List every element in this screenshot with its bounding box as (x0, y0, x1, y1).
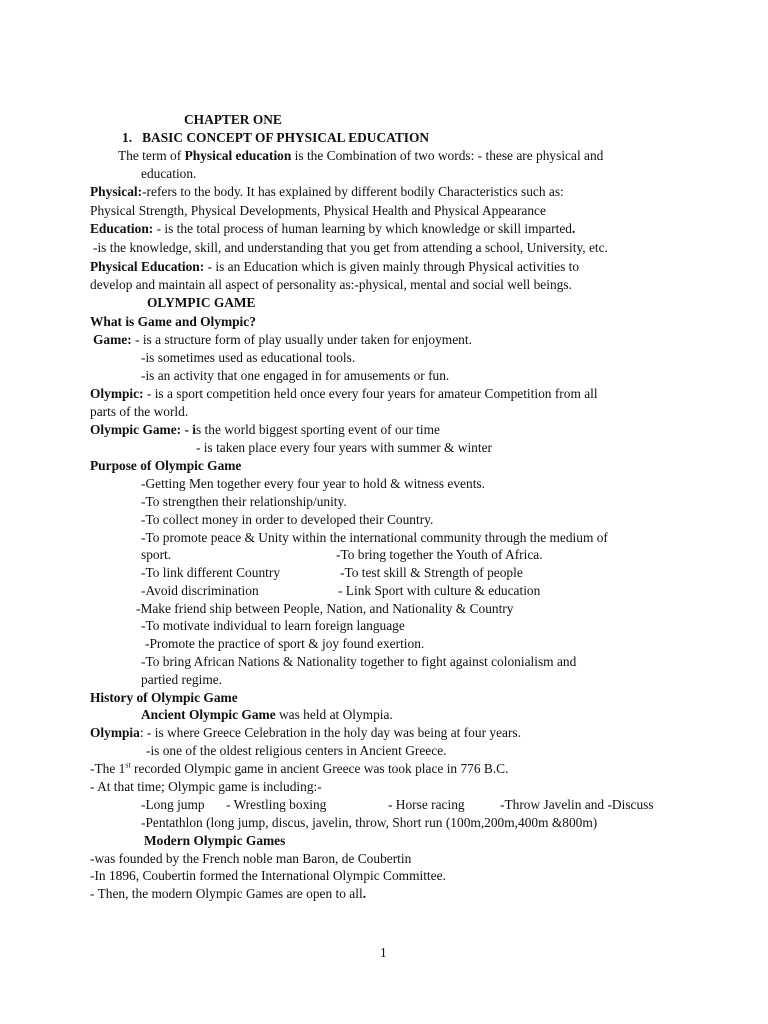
ancient-olympic-text: was held at Olympia. (275, 707, 393, 722)
section-title: BASIC CONCEPT OF PHYSICAL EDUCATION (142, 130, 430, 145)
purpose-item: - Link Sport with culture & education (338, 583, 541, 598)
olympic-definition-2: parts of the world. (90, 404, 189, 419)
modern-line: -was founded by the French noble man Baron, de Coubertin (90, 851, 412, 866)
modern-line-text: - Then, the modern Olympic Games are open to all (90, 886, 363, 901)
game-def-text: - is a structure form of play usually under taken for enjoyment. (131, 332, 472, 347)
ancient-sport-item: -Long jump (141, 797, 205, 812)
olympic-question: What is Game and Olympic? (90, 314, 256, 329)
chapter-heading: CHAPTER ONE (184, 112, 282, 127)
modern-line (90, 885, 366, 902)
education-end: . (571, 221, 576, 236)
purpose-heading: Purpose of Olympic Game (90, 458, 242, 473)
modern-line-end: . (362, 886, 367, 901)
physical-definition (90, 183, 564, 200)
purpose-item: -Make friend ship between People, Nation, and Nationality & Country (136, 601, 514, 616)
purpose-item: -To promote peace & Unity within the international community through the medium of (141, 530, 608, 545)
olympic-game-term: Olympic Game: (90, 422, 182, 437)
olympia-term: Olympia (90, 725, 140, 740)
game-definition-2: -is sometimes used as educational tools. (141, 350, 356, 365)
olympic-def-text: - is a sport competition held once every four years for amateur Competition from all (143, 386, 598, 401)
purpose-item: -To bring together the Youth of Africa. (336, 547, 543, 562)
olympia-definition-2: -is one of the oldest religious centers in Ancient Greece. (146, 743, 447, 758)
purpose-item: -Getting Men together every four year to hold & witness events. (141, 476, 485, 491)
modern-heading: Modern Olympic Games (144, 833, 286, 848)
intro-term: Physical education (184, 148, 292, 163)
olympic-game-dash: - i (181, 422, 196, 437)
intro-line-2: education. (141, 166, 197, 181)
ancient-olympic-term: Ancient Olympic Game (141, 707, 276, 722)
purpose-item: -Avoid discrimination (141, 583, 259, 598)
physical-term: Physical: (90, 184, 143, 199)
at-that-time-line: - At that time; Olympic game is including:- (90, 779, 322, 794)
section-number: 1. (122, 130, 133, 145)
pe-term: Physical Education: (90, 259, 205, 274)
education-definition (90, 220, 575, 237)
purpose-item: -Promote the practice of sport & joy found exertion. (145, 636, 425, 651)
purpose-item: -To bring African Nations & Nationality together to fight against colonialism and (141, 654, 577, 669)
olympia-def-text: : - is where Greece Celebration in the holy day was being at four years. (139, 725, 521, 740)
olympic-game-def-text: s the world biggest sporting event of our time (196, 422, 440, 437)
olympic-game-definition (90, 421, 440, 438)
page-number: 1 (380, 945, 387, 960)
game-term: Game: (93, 332, 132, 347)
education-definition-2: -is the knowledge, skill, and understanding that you get from attending a school, University, etc. (93, 240, 608, 255)
olympic-term: Olympic: (90, 386, 144, 401)
game-definition (93, 331, 472, 348)
purpose-item: -To motivate individual to learn foreign language (141, 618, 405, 633)
ancient-olympic-line (141, 706, 393, 723)
olympic-game-definition-2: - is taken place every four years with summer & winter (196, 440, 492, 455)
modern-line: -In 1896, Coubertin formed the International Olympic Committee. (90, 868, 446, 883)
purpose-item: partied regime. (141, 672, 223, 687)
olympic-definition (90, 385, 598, 402)
purpose-item: sport. (141, 547, 172, 562)
intro-text-b: is the Combination of two words: - these are physical and (291, 148, 604, 163)
intro-line (118, 147, 603, 164)
pentathlon-line: -Pentathlon (long jump, discus, javelin, throw, Short run (100m,200m,400m &800m) (141, 815, 598, 830)
pe-definition (90, 258, 579, 275)
purpose-item: -To test skill & Strength of people (340, 565, 523, 580)
ancient-sport-item: -Throw Javelin and -Discuss (500, 797, 654, 812)
purpose-item: -To strengthen their relationship/unity. (141, 494, 347, 509)
section-heading (122, 129, 429, 146)
first-recorded-line (90, 760, 508, 777)
education-def-text: - is the total process of human learning by which knowledge or skill imparted (153, 221, 572, 236)
ancient-sport-item: - Horse racing (388, 797, 465, 812)
pe-definition-2: develop and maintain all aspect of personality as:-physical, mental and social well beings. (90, 277, 572, 292)
pe-def-text: - is an Education which is given mainly through Physical activities to (204, 259, 580, 274)
ancient-sport-item: - Wrestling boxing (226, 797, 327, 812)
history-heading: History of Olympic Game (90, 690, 238, 705)
intro-text-a: The term of (118, 148, 185, 163)
physical-def-text: -refers to the body. It has explained by different bodily Characteristics such as: (142, 184, 564, 199)
olympic-heading: OLYMPIC GAME (147, 295, 256, 310)
physical-list: Physical Strength, Physical Developments, Physical Health and Physical Appearance (90, 203, 546, 218)
olympia-definition (90, 724, 521, 741)
purpose-item: -To collect money in order to developed their Country. (141, 512, 434, 527)
first-superscript: st (125, 760, 131, 770)
game-definition-3: -is an activity that one engaged in for amusements or fun. (141, 368, 450, 383)
education-term: Education: (90, 221, 154, 236)
purpose-item: -To link different Country (141, 565, 281, 580)
first-text-b: recorded Olympic game in ancient Greece was took place in 776 B.C. (130, 761, 509, 776)
first-text-a: -The 1 (90, 761, 126, 776)
